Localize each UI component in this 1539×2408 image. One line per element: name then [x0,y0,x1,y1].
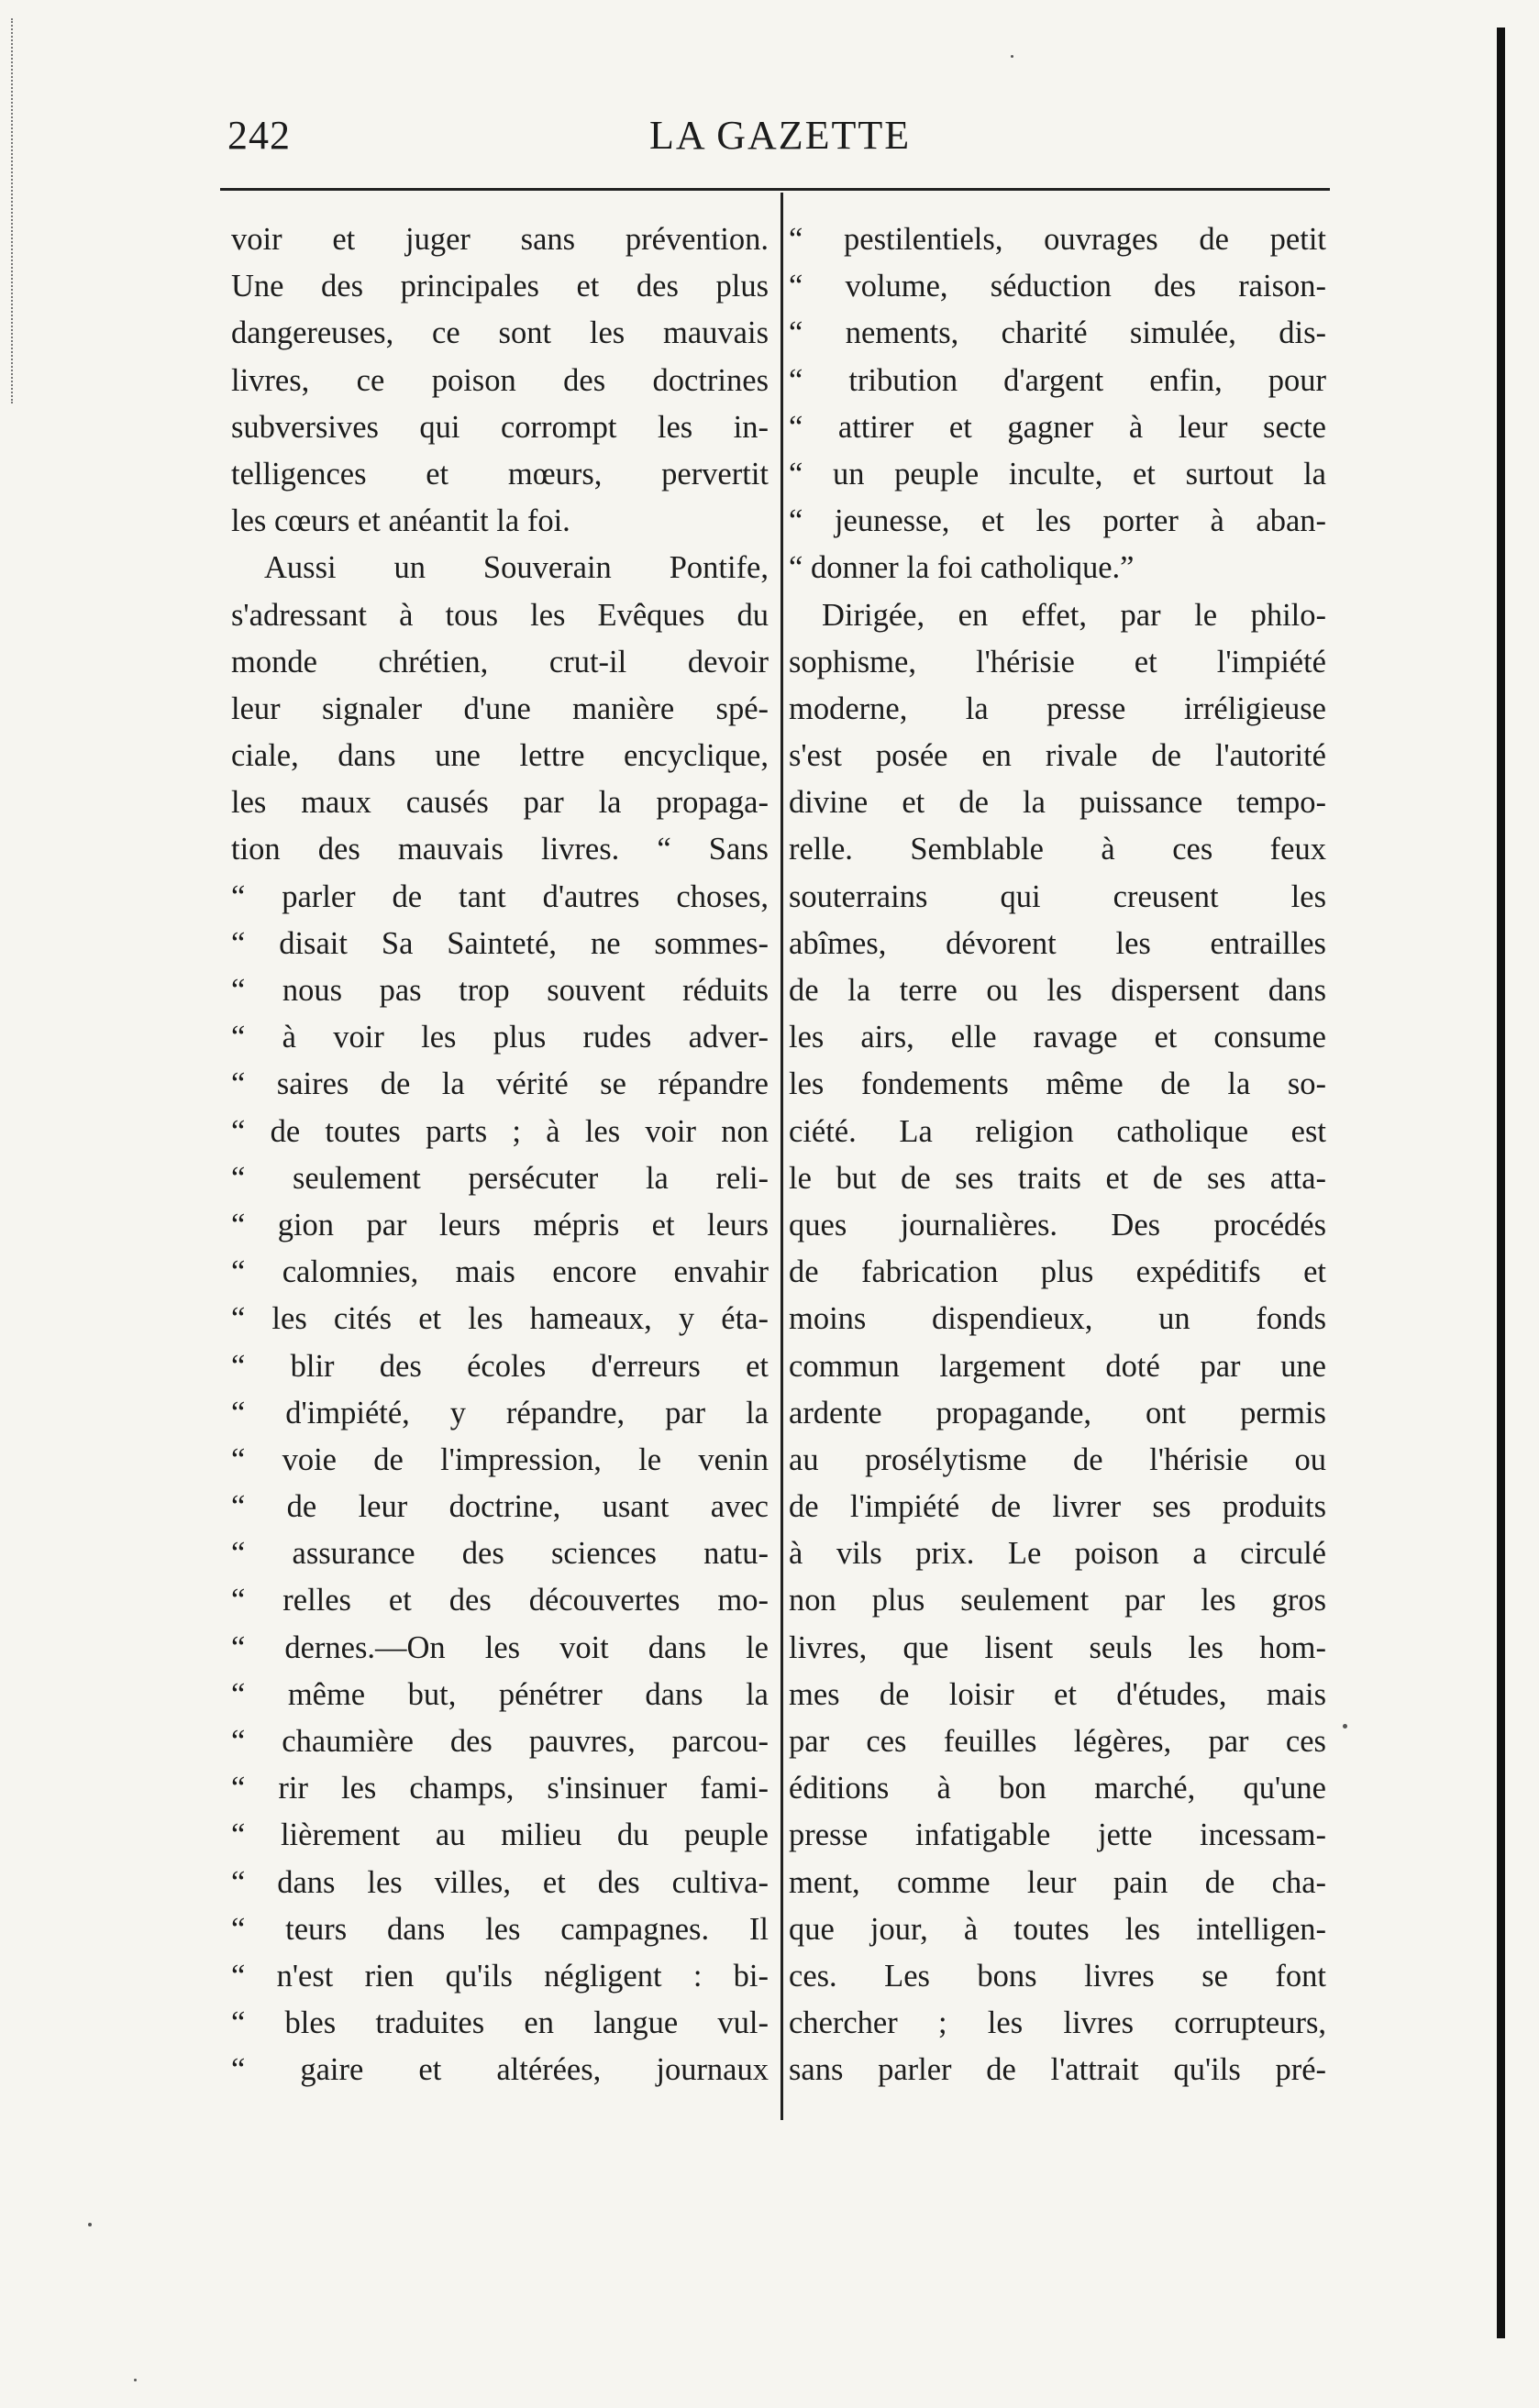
text-line: monde chrétien, crut-il devoir [231,644,769,679]
text-line: à vils prix. Le poison a circulé [789,1536,1326,1572]
text-line: “ assurance des sciences natu- [231,1536,769,1572]
text-line: relle. Semblable à ces feux [789,832,1326,867]
text-line: “ donner la foi catholique.” [789,550,1135,586]
text-line: “ parler de tant d'autres choses, [231,878,769,914]
text-line: de fabrication plus expéditifs et [789,1254,1326,1290]
text-line: abîmes, dévorent les entrailles [789,925,1326,961]
text-line: non plus seulement par les gros [789,1583,1326,1618]
text-line: voir et juger sans prévention. [231,222,769,257]
text-line: “ de toutes parts ; à les voir non [231,1113,769,1149]
text-line: s'est posée en rivale de l'autorité [789,738,1326,774]
text-line: tion des mauvais livres. “ Sans [231,832,769,867]
text-line: de la terre ou les dispersent dans [789,973,1326,1008]
text-line: telligences et mœurs, pervertit [231,456,769,492]
text-line: au prosélytisme de l'hérisie ou [789,1441,1326,1477]
text-line: mes de loisir et d'études, mais [789,1676,1326,1712]
text-line: sophisme, l'hérisie et l'impiété [789,644,1326,679]
text-line: “ dans les villes, et des cultiva- [231,1864,769,1900]
text-line: “ pestilentiels, ouvrages de petit [789,222,1326,257]
text-line: de l'impiété de livrer ses produits [789,1489,1326,1525]
text-line: “ volume, séduction des raison- [789,269,1326,304]
text-line: presse infatigable jette incessam- [789,1817,1326,1853]
text-line: “ tribution d'argent enfin, pour [789,362,1326,398]
header-rule [220,188,1330,191]
text-line: “ voie de l'impression, le venin [231,1441,769,1477]
text-line: livres, que lisent seuls les hom- [789,1629,1326,1665]
text-line: sans parler de l'attrait qu'ils pré- [789,2052,1326,2088]
text-line: éditions à bon marché, qu'une [789,1771,1326,1806]
print-speck [1343,1724,1347,1729]
text-line: “ attirer et gagner à leur secte [789,409,1326,445]
text-line: les airs, elle ravage et consume [789,1020,1326,1055]
text-line: “ d'impiété, y répandre, par la [231,1395,769,1430]
text-line: “ un peuple inculte, et surtout la [789,456,1326,492]
text-line: “ saires de la vérité se répandre [231,1066,769,1102]
text-line: “ calomnies, mais encore envahir [231,1254,769,1290]
text-line: par ces feuilles légères, par ces [789,1724,1326,1759]
print-speck [88,2223,92,2226]
text-column-left [231,216,769,2094]
text-line: ciale, dans une lettre encyclique, [231,738,769,774]
page-edge-border [1497,28,1505,2338]
text-line: moins dispendieux, un fonds [789,1301,1326,1337]
text-line: ciété. La religion catholique est [789,1113,1326,1149]
text-line: que jour, à toutes les intelligen- [789,1911,1326,1947]
text-line: divine et de la puissance tempo- [789,785,1326,821]
text-line: leur signaler d'une manière spé- [231,690,769,726]
text-line: “ teurs dans les campagnes. Il [231,1911,769,1947]
running-title: LA GAZETTE [649,113,912,158]
text-line: ment, comme leur pain de cha- [789,1864,1326,1900]
text-line: “ bles traduites en langue vul- [231,2005,769,2041]
text-line: le but de ses traits et de ses atta- [789,1160,1326,1196]
text-line: ces. Les bons livres se font [789,1958,1326,1994]
text-line: commun largement doté par une [789,1348,1326,1384]
text-line: subversives qui corrompt les in- [231,409,769,445]
text-line: “ seulement persécuter la reli- [231,1160,769,1196]
text-line: moderne, la presse irréligieuse [789,690,1326,726]
text-line: “ les cités et les hameaux, y éta- [231,1301,769,1337]
page-number: 242 [227,113,291,158]
text-line: Dirigée, en effet, par le philo- [822,597,1326,633]
text-line: “ lièrement au milieu du peuple [231,1817,769,1853]
text-column-right [789,216,1326,2094]
page-header [220,112,1312,167]
text-line: chercher ; les livres corrupteurs, [789,2005,1326,2041]
text-line: “ à voir les plus rudes adver- [231,1020,769,1055]
text-line: “ dernes.—On les voit dans le [231,1629,769,1665]
text-line: ques journalières. Des procédés [789,1207,1326,1243]
text-line: “ gaire et altérées, journaux [231,2052,769,2088]
print-speck [1011,55,1013,58]
column-divider [781,193,783,2120]
text-line: dangereuses, ce sont les mauvais [231,315,769,351]
text-line: Aussi un Souverain Pontife, [264,550,769,586]
print-speck [134,2379,137,2381]
text-line: “ chaumière des pauvres, parcou- [231,1724,769,1759]
text-line: “ gion par leurs mépris et leurs [231,1207,769,1243]
text-line: “ blir des écoles d'erreurs et [231,1348,769,1384]
text-line: “ même but, pénétrer dans la [231,1676,769,1712]
text-line: “ disait Sa Sainteté, ne sommes- [231,925,769,961]
text-line: les cœurs et anéantit la foi. [231,503,570,539]
text-line: s'adressant à tous les Evêques du [231,597,769,633]
text-line: “ de leur doctrine, usant avec [231,1489,769,1525]
page-edge-shadow [11,18,15,403]
text-line: les fondements même de la so- [789,1066,1326,1102]
text-line: “ nous pas trop souvent réduits [231,973,769,1008]
text-line: les maux causés par la propaga- [231,785,769,821]
text-line: “ rir les champs, s'insinuer fami- [231,1771,769,1806]
text-line: “ n'est rien qu'ils négligent : bi- [231,1958,769,1994]
text-line: Une des principales et des plus [231,269,769,304]
text-line: livres, ce poison des doctrines [231,362,769,398]
text-line: “ relles et des découvertes mo- [231,1583,769,1618]
text-line: “ nements, charité simulée, dis- [789,315,1326,351]
text-line: souterrains qui creusent les [789,878,1326,914]
text-line: “ jeunesse, et les porter à aban- [789,503,1326,539]
text-line: ardente propagande, ont permis [789,1395,1326,1430]
